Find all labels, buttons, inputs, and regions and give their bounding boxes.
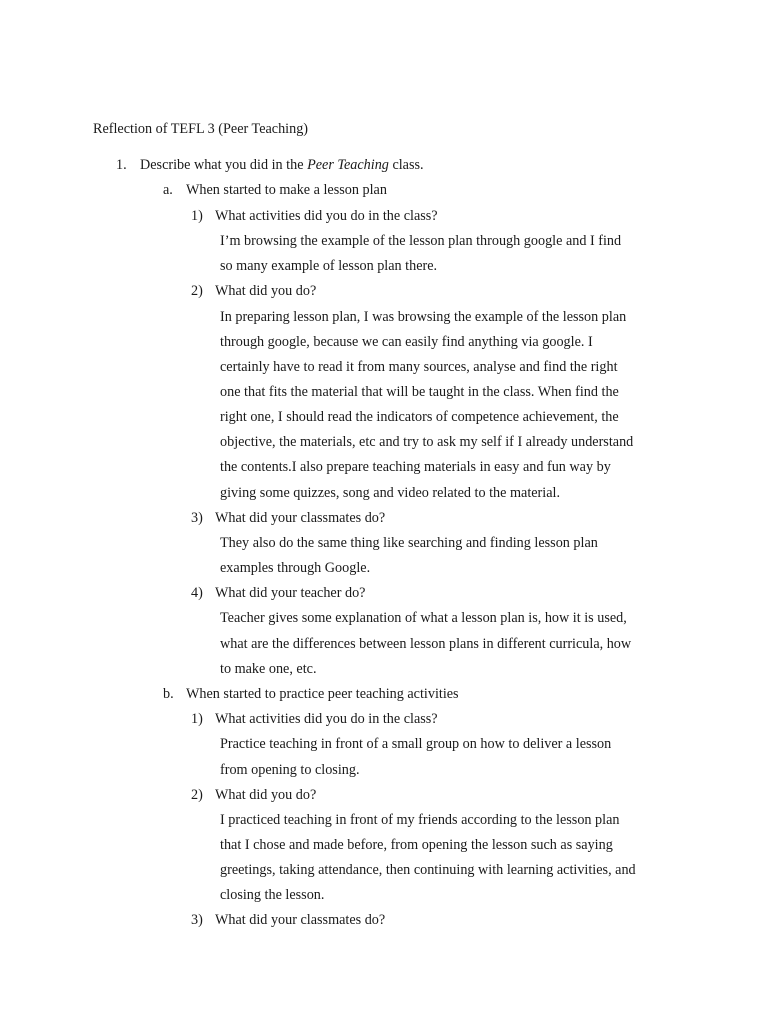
answer-line: objective, the materials, etc and try to ask my self if I already understand — [220, 434, 634, 450]
answer-line: the contents.I also prepare teaching materials in easy and fun way by — [220, 459, 611, 475]
item-number: 2) — [191, 283, 203, 299]
question-text-before: Describe what you did in the — [140, 157, 308, 173]
answer-line: Teacher gives some explanation of what a lesson plan is, how it is used, — [220, 610, 627, 626]
item-question: What did your classmates do? — [215, 510, 386, 526]
answer-line: so many example of lesson plan there. — [220, 258, 438, 274]
section-heading: When started to practice peer teaching activities — [186, 686, 459, 702]
answer-line: from opening to closing. — [220, 762, 360, 778]
document-title: Reflection of TEFL 3 (Peer Teaching) — [93, 121, 309, 137]
question-text-after: class. — [388, 157, 424, 173]
item-question: What did your teacher do? — [215, 585, 366, 601]
answer-line: right one, I should read the indicators of competence achievement, the — [220, 409, 619, 425]
answer-line: I’m browsing the example of the lesson plan through google and I find — [220, 233, 622, 249]
answer-line: that I chose and made before, from opening the lesson such as saying — [220, 837, 613, 853]
answer-line: what are the differences between lesson plans in different curricula, how — [220, 636, 632, 652]
answer-line: certainly have to read it from many sources, analyse and find the right — [220, 359, 618, 375]
answer-line: Practice teaching in front of a small group on how to deliver a lesson — [220, 736, 612, 752]
section-letter: a. — [163, 182, 173, 198]
item-question: What did you do? — [215, 787, 317, 803]
item-question: What did your classmates do? — [215, 912, 386, 928]
answer-line: In preparing lesson plan, I was browsing the example of the lesson plan — [220, 309, 627, 325]
answer-line: closing the lesson. — [220, 887, 325, 903]
answer-line: greetings, taking attendance, then continuing with learning activities, and — [220, 862, 636, 878]
item-question: What activities did you do in the class? — [215, 208, 438, 224]
answer-line: one that fits the material that will be taught in the class. When find the — [220, 384, 619, 400]
item-number: 4) — [191, 585, 203, 601]
section-letter: b. — [163, 686, 174, 702]
item-number: 3) — [191, 510, 203, 526]
item-number: 1) — [191, 711, 203, 727]
item-question: What did you do? — [215, 283, 317, 299]
answer-line: examples through Google. — [220, 560, 371, 576]
item-number: 3) — [191, 912, 203, 928]
question-text — [140, 157, 424, 174]
question-text-italic: Peer Teaching — [307, 157, 389, 173]
item-number: 1) — [191, 208, 203, 224]
answer-line: through google, because we can easily find anything via google. I — [220, 334, 593, 350]
answer-line: to make one, etc. — [220, 661, 317, 677]
answer-line: They also do the same thing like searching and finding lesson plan — [220, 535, 598, 551]
item-number: 2) — [191, 787, 203, 803]
item-question: What activities did you do in the class? — [215, 711, 438, 727]
section-heading: When started to make a lesson plan — [186, 182, 387, 198]
answer-line: giving some quizzes, song and video related to the material. — [220, 485, 561, 501]
question-number: 1. — [116, 157, 127, 173]
answer-line: I practiced teaching in front of my friends according to the lesson plan — [220, 812, 620, 828]
